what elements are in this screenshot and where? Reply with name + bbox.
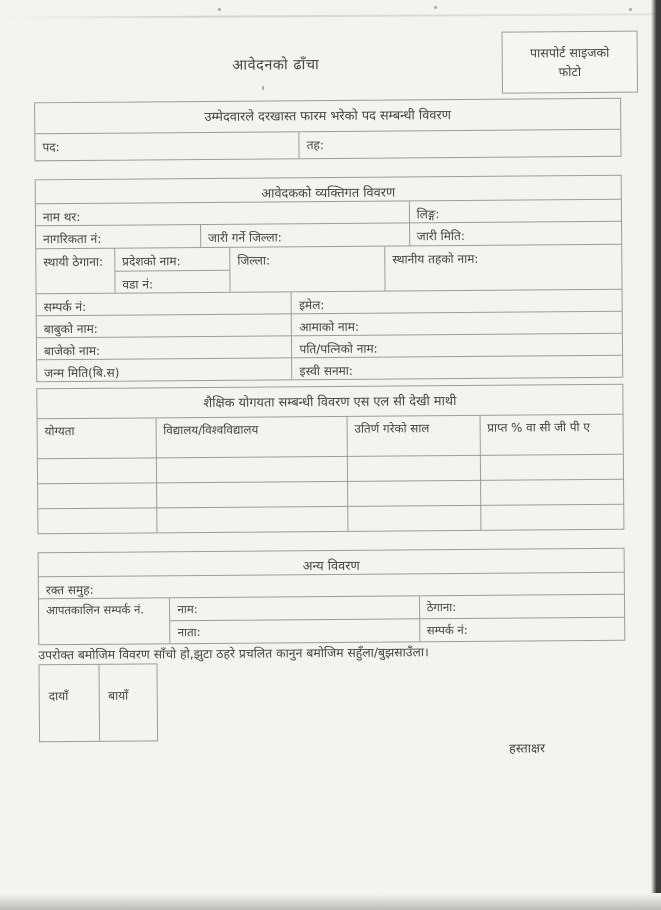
other-details-table: [38, 548, 626, 646]
empty-cell: [156, 507, 347, 533]
dob-bs-field-label: जन्म मिति(बि.स): [44, 365, 120, 381]
spouse-name-field-label: पति/पत्निको नाम:: [291, 334, 622, 358]
empty-cell: [38, 508, 156, 533]
email-field-label: इमेल:: [291, 290, 622, 314]
declaration-text: उपरोक्त बमोजिम विवरण साँचो हो,झुटा ठहरे प्रचलित कानुन बमोजिम सहुँला/बुझसाउँला।: [38, 645, 429, 663]
scan-edge-bottom: [0, 894, 661, 910]
blood-group-field-label: रक्त समुह:: [45, 582, 94, 598]
level-field-label: तह:: [299, 130, 621, 159]
education-table: [36, 384, 624, 535]
grade-column-header: प्राप्त % वा सी जी पी ए: [479, 415, 623, 455]
position-table-data-row: [35, 129, 620, 161]
name-gender-row: [36, 199, 621, 226]
education-empty-row: [38, 479, 623, 509]
citizenship-no-field-label: नागरिकता नं:: [43, 231, 102, 247]
page-title: आवेदनको ढाँचा: [232, 57, 320, 74]
dob-row: [37, 355, 622, 382]
permanent-address-rows: [36, 244, 621, 294]
empty-cell: [347, 481, 480, 506]
scan-speck: [629, 8, 632, 11]
father-name-field-label: बाबुको नाम:: [43, 321, 98, 337]
personal-header-row: [36, 176, 621, 204]
position-details-table: [34, 98, 621, 162]
province-field-label: प्रदेशको नाम:: [114, 248, 229, 271]
education-header-row: [37, 385, 622, 419]
passed-year-column-header: उतिर्ण गरेको साल: [346, 416, 479, 456]
position-table-header-row: [35, 99, 620, 134]
emergency-contact-field-label: आपतकालिन सम्पर्क नं.: [45, 602, 145, 618]
emergency-contact-no-field-label: सम्पर्क नं:: [419, 617, 625, 642]
ward-no-field-label: वडा नं:: [114, 270, 229, 293]
contact-email-row: [37, 289, 622, 316]
emergency-contact-rows: [39, 594, 624, 645]
scanned-form: [33, 0, 628, 872]
empty-cell: [479, 455, 622, 480]
citizenship-row: [36, 221, 621, 249]
signature-label: हस्ताक्षर: [509, 740, 546, 756]
scan-speck: [218, 8, 221, 11]
qualification-column-header: योग्यता: [44, 424, 75, 439]
scan-speck: [262, 86, 264, 90]
other-section-header: अन्य विवरण: [302, 558, 360, 575]
photo-box-label-line2: फोटो: [558, 64, 582, 80]
grandfather-name-field-label: बाजेको नाम:: [43, 343, 101, 359]
other-header-row: [39, 549, 624, 577]
scan-edge-right: [651, 0, 661, 893]
right-thumb-label: दायाँ: [48, 689, 69, 704]
local-level-field-label: स्थानीय तहको नाम:: [384, 245, 621, 291]
gender-field-label: लिङ्ग:: [408, 200, 621, 223]
education-empty-row: [38, 454, 623, 484]
education-empty-row: [38, 504, 623, 534]
personal-section-header: आवेदकको व्यक्तिगत विवरण: [261, 185, 396, 202]
empty-cell: [156, 482, 347, 508]
education-column-header-row: [38, 414, 623, 459]
emergency-address-field-label: ठेगाना:: [419, 595, 624, 619]
name-field-label: नाम थर:: [42, 209, 81, 225]
personal-details-table: [35, 175, 624, 383]
empty-cell: [480, 505, 623, 530]
issue-date-field-label: जारी मिति:: [409, 222, 622, 246]
mother-name-field-label: आमाको नाम:: [291, 312, 622, 336]
empty-cell: [38, 458, 156, 483]
contact-no-field-label: सम्पर्क नं:: [43, 299, 87, 315]
emergency-relation-field-label: नाता:: [170, 618, 419, 643]
scan-speck: [434, 6, 437, 9]
dob-ad-field-label: इस्वी सनमा:: [292, 356, 623, 380]
photo-box-label-line1: पासपोर्ट साइजको: [529, 44, 610, 61]
issuing-district-field-label: जारी गर्ने जिल्ला:: [200, 223, 409, 247]
fingerprint-box: [38, 663, 158, 742]
empty-cell: [480, 480, 623, 505]
institution-column-header: विद्यालय/विश्वविद्यालय: [155, 417, 347, 458]
grandfather-spouse-row: [37, 333, 622, 360]
blood-group-row: [39, 572, 624, 599]
emergency-name-field-label: नाम:: [169, 596, 418, 620]
permanent-address-field-label: स्थायी ठेगाना:: [43, 254, 104, 270]
empty-cell: [347, 456, 480, 481]
post-field-label: पद:: [42, 140, 60, 155]
left-thumb-label: बायाँ: [98, 664, 157, 740]
district-field-label: जिल्ला:: [229, 247, 384, 292]
education-section-header: शैक्षिक योगयता सम्बन्धी विवरण एस एल सी देखी माथी: [203, 394, 457, 411]
position-table-header: उम्मेदवारले दरखास्त फारम भरेको पद सम्बन्धी विवरण: [204, 108, 451, 125]
passport-photo-box: [502, 31, 638, 94]
empty-cell: [347, 506, 480, 531]
empty-cell: [38, 483, 156, 508]
father-mother-row: [37, 311, 622, 338]
empty-cell: [155, 457, 346, 483]
